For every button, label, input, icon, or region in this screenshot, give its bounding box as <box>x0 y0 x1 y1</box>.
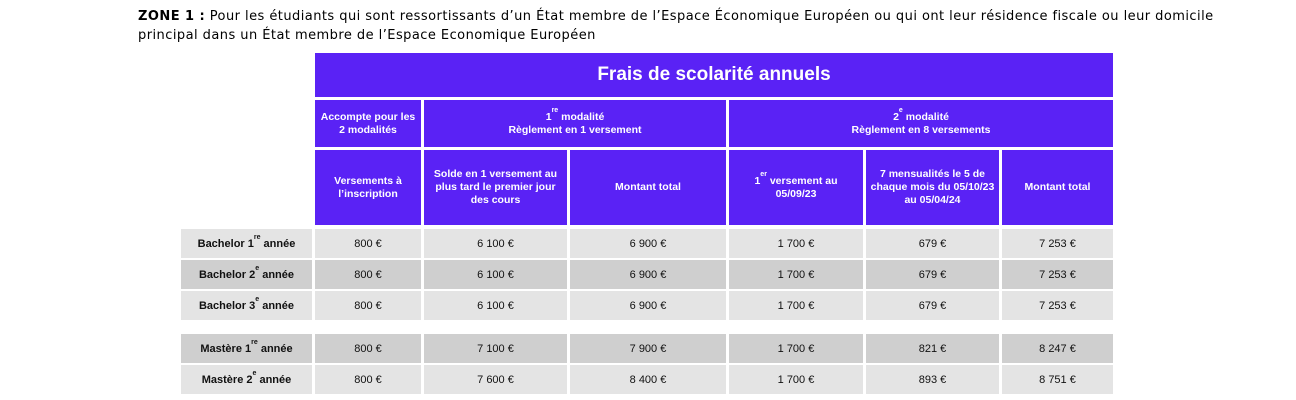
col-header-mensualites: 7 mensualités le 5 de chaque mois du 05/10/23 au 05/04/24 <box>866 150 999 225</box>
group-header-modalite-2 <box>729 100 1113 147</box>
table-cell: 1 700 € <box>729 334 863 363</box>
table-cell: 1 700 € <box>729 365 863 394</box>
table-cell: 7 900 € <box>570 334 726 363</box>
table-cell: 800 € <box>315 260 421 289</box>
table-cell: 1 700 € <box>729 260 863 289</box>
table-cell: 800 € <box>315 365 421 394</box>
col-header-solde: Solde en 1 versement au plus tard le premier jour des cours <box>424 150 567 225</box>
col-header-montant-total-2: Montant total <box>1002 150 1113 225</box>
mod2-rest: modalité <box>902 110 949 123</box>
mod1-num: 1 <box>545 110 552 123</box>
mod2-num: 2 <box>893 110 899 123</box>
table-cell: 6 100 € <box>424 229 567 258</box>
table-cell: 800 € <box>315 334 421 363</box>
mod2-sup: e <box>898 107 903 114</box>
table-cell: 800 € <box>315 229 421 258</box>
mod1-rest: modalité <box>558 110 605 123</box>
table-cell: 8 247 € <box>1002 334 1113 363</box>
row-label: Mastère 1re année <box>181 334 312 363</box>
table-cell: 6 900 € <box>570 260 726 289</box>
mod2-sub: Règlement en 8 versements <box>851 123 991 136</box>
row-label: Bachelor 3e année <box>181 291 312 320</box>
table-cell: 679 € <box>866 229 999 258</box>
table-title: Frais de scolarité annuels <box>315 53 1113 97</box>
table-cell: 7 600 € <box>424 365 567 394</box>
table-cell: 1 700 € <box>729 229 863 258</box>
table-cell: 7 253 € <box>1002 260 1113 289</box>
table-cell: 6 900 € <box>570 291 726 320</box>
table-cell: 679 € <box>866 291 999 320</box>
table-cell: 6 900 € <box>570 229 726 258</box>
c4-num: 1 <box>754 174 761 187</box>
table-cell: 800 € <box>315 291 421 320</box>
table-cell: 821 € <box>866 334 999 363</box>
mod1-sub: Règlement en 1 versement <box>508 123 642 136</box>
table-cell: 7 253 € <box>1002 291 1113 320</box>
group-header-acompte: Accompte pour les 2 modalités <box>315 100 421 147</box>
table-cell: 679 € <box>866 260 999 289</box>
table-cell: 6 100 € <box>424 260 567 289</box>
c4-rest: versement au 05/09/23 <box>766 174 838 200</box>
table-cell: 8 751 € <box>1002 365 1113 394</box>
zone-label: ZONE 1 : <box>138 9 206 24</box>
col-header-montant-total-1: Montant total <box>570 150 726 225</box>
group-header-modalite-1 <box>424 100 726 147</box>
table-cell: 7 100 € <box>424 334 567 363</box>
table-cell: 893 € <box>866 365 999 394</box>
table-cell: 8 400 € <box>570 365 726 394</box>
col-header-premier-versement <box>729 150 863 225</box>
table-cell: 6 100 € <box>424 291 567 320</box>
table-cell: 7 253 € <box>1002 229 1113 258</box>
intro-paragraph <box>138 7 1218 45</box>
row-label: Mastère 2e année <box>181 365 312 394</box>
mod1-sup: re <box>551 107 559 114</box>
c4-sup: er <box>760 171 767 178</box>
intro-text: Pour les étudiants qui sont ressortissants d’un État membre de l’Espace Économique Européen ou qui ont leur résidence fiscale ou leur domicile principal dans un État membre de l’Espace Economique Européen <box>138 9 1214 43</box>
col-header-versements: Versements à l’inscription <box>315 150 421 225</box>
table-cell: 1 700 € <box>729 291 863 320</box>
row-label: Bachelor 2e année <box>181 260 312 289</box>
row-label: Bachelor 1re année <box>181 229 312 258</box>
